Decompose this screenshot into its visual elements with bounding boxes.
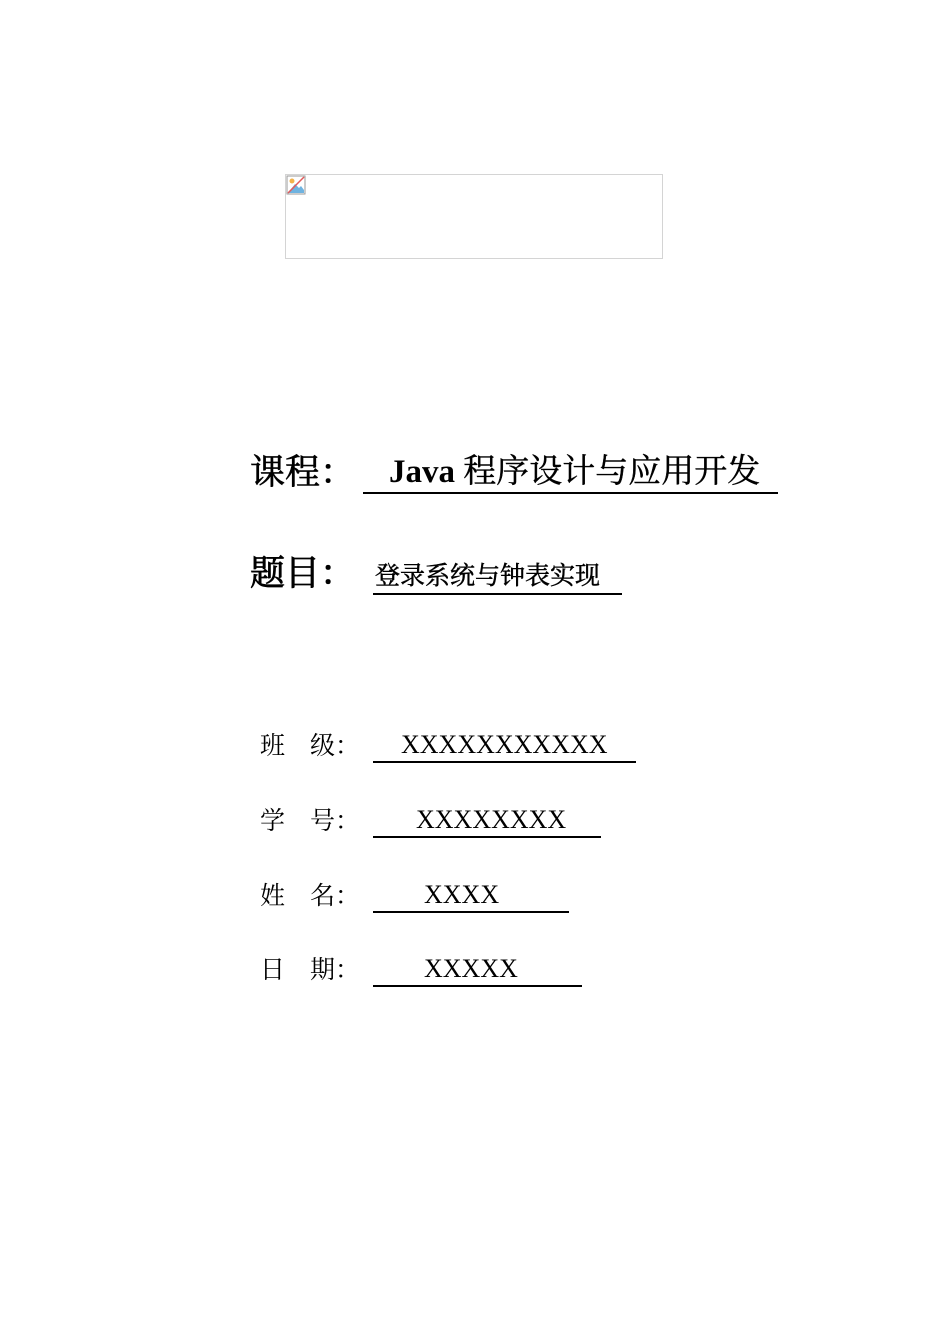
course-value-en: Java: [389, 454, 456, 490]
student-id-row: [260, 804, 601, 838]
logo-image-placeholder: [285, 174, 663, 259]
name-row: [260, 879, 569, 913]
class-value: XXXXXXXXXXX: [373, 729, 636, 763]
name-value: XXXX: [373, 879, 569, 913]
course-value: [363, 452, 778, 494]
course-label: 课程：: [250, 453, 356, 492]
student-id-value: XXXXXXXX: [373, 804, 601, 838]
topic-value: 登录系统与钟表实现: [373, 561, 622, 595]
class-row: [260, 729, 636, 763]
date-row: [260, 953, 582, 987]
date-label: 日 期：: [260, 957, 361, 984]
course-row: [250, 452, 778, 494]
course-value-cn: 程序设计与应用开发: [463, 454, 761, 490]
broken-image-icon: [286, 175, 306, 195]
student-id-label: 学 号：: [260, 808, 361, 835]
date-value: XXXXX: [373, 953, 582, 987]
class-label: 班 级：: [260, 733, 361, 760]
name-label: 姓 名：: [260, 883, 361, 910]
topic-row: [250, 553, 622, 595]
topic-label: 题目：: [250, 554, 356, 593]
